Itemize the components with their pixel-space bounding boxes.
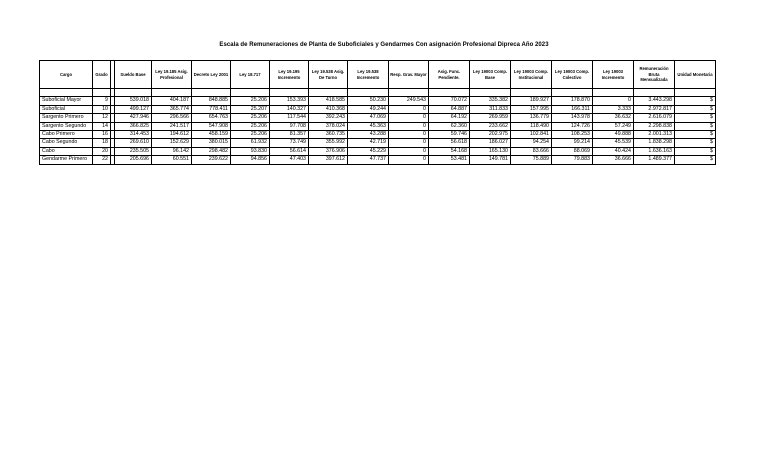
cell-ley-19538-turno: 360.735	[309, 131, 348, 139]
cell-grado: 9	[93, 97, 111, 105]
cell-ley-19185: 404.187	[152, 97, 192, 105]
remuneration-table	[39, 60, 716, 165]
cell-ley-18717: 94.856	[231, 156, 270, 164]
cell-ley-19003-institucional: 118.490	[511, 122, 552, 130]
cell-sueldo-base: 314.453	[115, 131, 152, 139]
spacer-cell	[470, 89, 511, 97]
cell-ley-19003-base: 233.662	[470, 122, 511, 130]
cell-decreto-2001: 778.411	[192, 105, 231, 113]
header-ley-19003-incremento: Ley 19003 Incremento	[593, 61, 634, 89]
table-row	[40, 122, 716, 130]
document-title: Escala de Remuneraciones de Planta de Suboficiales y Gendarmes Con asignación Profesional Dipreca Año 2023	[219, 42, 549, 48]
cell-ley-19185: 365.774	[152, 105, 192, 113]
cell-ley-19003-colectivo: 108.253	[552, 131, 593, 139]
cell-asig-func: 64.192	[429, 114, 470, 122]
cell-remuneracion-bruta: 2.001.313	[634, 131, 675, 139]
header-ley-19185: Ley 19.185 Asig. Profesional	[152, 61, 192, 89]
cell-remuneracion-bruta: 1.838.298	[634, 139, 675, 147]
cell-ley-19185: 296.566	[152, 114, 192, 122]
cell-ley-19003-incremento: 45.539	[593, 139, 634, 147]
cell-ley-19003-incremento: 0	[593, 97, 634, 105]
table-row	[40, 105, 716, 113]
cell-resp-grav: 0	[389, 139, 429, 147]
cell-ley-18717: 61.932	[231, 139, 270, 147]
cell-ley-19003-base: 149.781	[470, 156, 511, 164]
cell-ley-19195-incremento: 140.327	[270, 105, 309, 113]
cell-ley-18717: 25.206	[231, 122, 270, 130]
header-sueldo-base: Sueldo Base	[115, 61, 152, 89]
cell-ley-19003-base: 202.975	[470, 131, 511, 139]
header-ley-19195-incremento: Ley 19.195 Incremento	[270, 61, 309, 89]
header-resp-grav: Resp. Grav. Mayor	[389, 61, 429, 89]
cell-ley-19003-institucional: 75.889	[511, 156, 552, 164]
cell-cargo: Sargento Segundo	[40, 122, 93, 130]
table-row	[40, 114, 716, 122]
header-ley-19003-base: Ley 19003 Comp. Base	[470, 61, 511, 89]
cell-ley-19003-base: 335.382	[470, 97, 511, 105]
cell-unidad-monetaria: $	[675, 131, 716, 139]
table-row	[40, 97, 716, 105]
cell-ley-19195-incremento: 117.544	[270, 114, 309, 122]
cell-ley-19003-institucional: 94.254	[511, 139, 552, 147]
cell-sueldo-base: 235.505	[115, 147, 152, 155]
cell-ley-18717: 25.207	[231, 105, 270, 113]
header-ley-18717: Ley 18.717	[231, 61, 270, 89]
cell-ley-19185: 194.612	[152, 131, 192, 139]
header-ley-19003-institucional: Ley 19003 Comp. Institucional	[511, 61, 552, 89]
cell-ley-19185: 152.629	[152, 139, 192, 147]
cell-ley-18717: 25.206	[231, 97, 270, 105]
cell-ley-19003-base: 311.833	[470, 105, 511, 113]
cell-ley-19538-turno: 378.024	[309, 122, 348, 130]
cell-ley-19195-incremento: 56.614	[270, 147, 309, 155]
cell-resp-grav: 249.543	[389, 97, 429, 105]
cell-unidad-monetaria: $	[675, 114, 716, 122]
cell-grado: 20	[93, 147, 111, 155]
cell-cargo: Suboficial	[40, 105, 93, 113]
cell-grado: 16	[93, 131, 111, 139]
cell-sueldo-base: 366.825	[115, 122, 152, 130]
cell-ley-19003-colectivo: 166.311	[552, 105, 593, 113]
cell-ley-19003-institucional: 136.779	[511, 114, 552, 122]
cell-ley-19195-incremento: 73.749	[270, 139, 309, 147]
table-row	[40, 139, 716, 147]
cell-remuneracion-bruta: 1.489.377	[634, 156, 675, 164]
cell-ley-19538-turno: 418.585	[309, 97, 348, 105]
cell-ley-19003-institucional: 83.666	[511, 147, 552, 155]
spacer-cell	[93, 89, 111, 97]
cell-remuneracion-bruta: 2.298.838	[634, 122, 675, 130]
spacer-cell	[511, 89, 552, 97]
cell-unidad-monetaria: $	[675, 147, 716, 155]
cell-ley-19195-incremento: 97.708	[270, 122, 309, 130]
cell-remuneracion-bruta: 1.636.163	[634, 147, 675, 155]
cell-grado: 22	[93, 156, 111, 164]
cell-ley-18717: 25.206	[231, 114, 270, 122]
cell-asig-func: 70.072	[429, 97, 470, 105]
spacer-cell	[309, 89, 348, 97]
cell-resp-grav: 0	[389, 156, 429, 164]
cell-ley-18717: 93.830	[231, 147, 270, 155]
spacer-cell	[270, 89, 309, 97]
header-spacer-row	[40, 89, 716, 97]
header-ley-19538-incremento: Ley 19.538 Incremento	[348, 61, 389, 89]
cell-resp-grav: 0	[389, 105, 429, 113]
header-decreto-2001: Decreto Ley 2001	[192, 61, 231, 89]
spacer-cell	[634, 89, 675, 97]
cell-cargo: Cabo	[40, 147, 93, 155]
cell-ley-19003-incremento: 57.249	[593, 122, 634, 130]
cell-grado: 10	[93, 105, 111, 113]
cell-asig-func: 59.746	[429, 131, 470, 139]
cell-ley-19538-incremento: 45.363	[348, 122, 389, 130]
cell-remuneracion-bruta: 2.616.079	[634, 114, 675, 122]
cell-ley-19195-incremento: 153.393	[270, 97, 309, 105]
cell-resp-grav: 0	[389, 131, 429, 139]
cell-asig-func: 64.887	[429, 105, 470, 113]
cell-ley-19003-colectivo: 99.214	[552, 139, 593, 147]
cell-asig-func: 53.481	[429, 156, 470, 164]
cell-ley-19003-colectivo: 178.870	[552, 97, 593, 105]
header-ley-19538-turno: Ley 19.538 Asig. De Turno	[309, 61, 348, 89]
cell-unidad-monetaria: $	[675, 122, 716, 130]
cell-ley-19185: 60.551	[152, 156, 192, 164]
cell-cargo: Suboficial Mayor	[40, 97, 93, 105]
spacer-cell	[40, 89, 93, 97]
cell-sueldo-base: 427.946	[115, 114, 152, 122]
cell-unidad-monetaria: $	[675, 139, 716, 147]
table-body	[40, 89, 716, 165]
cell-ley-19185: 241.517	[152, 122, 192, 130]
cell-ley-19538-turno: 392.243	[309, 114, 348, 122]
cell-decreto-2001: 547.908	[192, 122, 231, 130]
cell-ley-19538-turno: 376.906	[309, 147, 348, 155]
spacer-cell	[593, 89, 634, 97]
cell-cargo: Cabo Segundo	[40, 139, 93, 147]
cell-ley-19003-institucional: 102.841	[511, 131, 552, 139]
cell-decreto-2001: 380.015	[192, 139, 231, 147]
cell-ley-19003-incremento: 36.632	[593, 114, 634, 122]
cell-ley-19538-incremento: 43.288	[348, 131, 389, 139]
table-row	[40, 147, 716, 155]
spacer-cell	[115, 89, 152, 97]
spacer-cell	[675, 89, 716, 97]
header-cargo: Cargo	[40, 61, 93, 89]
cell-sueldo-base: 539.018	[115, 97, 152, 105]
cell-decreto-2001: 654.763	[192, 114, 231, 122]
header-remuneracion-bruta: Remuneración Bruta Mensualizada	[634, 61, 675, 89]
spacer-cell	[192, 89, 231, 97]
cell-unidad-monetaria: $	[675, 97, 716, 105]
cell-unidad-monetaria: $	[675, 156, 716, 164]
cell-ley-19538-turno: 397.612	[309, 156, 348, 164]
cell-ley-19538-incremento: 42.719	[348, 139, 389, 147]
cell-ley-19003-incremento: 49.888	[593, 131, 634, 139]
cell-asig-func: 54.168	[429, 147, 470, 155]
spacer-cell	[552, 89, 593, 97]
cell-ley-19538-incremento: 50.230	[348, 97, 389, 105]
cell-grado: 18	[93, 139, 111, 147]
cell-decreto-2001: 848.885	[192, 97, 231, 105]
cell-ley-19003-base: 186.027	[470, 139, 511, 147]
header-unidad-monetaria: Unidad Monetaria	[675, 61, 716, 89]
cell-ley-19003-incremento: 3.333	[593, 105, 634, 113]
cell-sueldo-base: 499.127	[115, 105, 152, 113]
header-asig-func: Asig. Func. Pendiente.	[429, 61, 470, 89]
spacer-cell	[231, 89, 270, 97]
cell-resp-grav: 0	[389, 114, 429, 122]
cell-ley-19003-institucional: 157.995	[511, 105, 552, 113]
cell-ley-19195-incremento: 47.403	[270, 156, 309, 164]
cell-ley-19003-base: 269.959	[470, 114, 511, 122]
cell-remuneracion-bruta: 2.972.817	[634, 105, 675, 113]
cell-ley-19195-incremento: 81.357	[270, 131, 309, 139]
header-grado: Grado	[93, 61, 111, 89]
cell-grado: 12	[93, 114, 111, 122]
table-row	[40, 156, 716, 164]
header-row	[40, 61, 716, 89]
cell-ley-18717: 25.206	[231, 131, 270, 139]
spacer-cell	[152, 89, 192, 97]
cell-unidad-monetaria: $	[675, 105, 716, 113]
cell-decreto-2001: 458.159	[192, 131, 231, 139]
cell-ley-19003-base: 165.130	[470, 147, 511, 155]
header-ley-19003-colectivo: Ley 19003 Comp. Colectivo	[552, 61, 593, 89]
cell-ley-19003-colectivo: 143.978	[552, 114, 593, 122]
cell-ley-19003-colectivo: 124.726	[552, 122, 593, 130]
cell-ley-19003-institucional: 189.927	[511, 97, 552, 105]
table-row	[40, 131, 716, 139]
spacer-cell	[429, 89, 470, 97]
cell-decreto-2001: 298.482	[192, 147, 231, 155]
cell-ley-19003-colectivo: 88.069	[552, 147, 593, 155]
spacer-cell	[389, 89, 429, 97]
cell-asig-func: 56.618	[429, 139, 470, 147]
cell-sueldo-base: 269.610	[115, 139, 152, 147]
cell-remuneracion-bruta: 3.443.298	[634, 97, 675, 105]
cell-ley-19538-incremento: 45.229	[348, 147, 389, 155]
cell-cargo: Gendarme Primero	[40, 156, 93, 164]
cell-cargo: Cabo Primero	[40, 131, 93, 139]
cell-ley-19538-turno: 410.368	[309, 105, 348, 113]
spacer-cell	[348, 89, 389, 97]
cell-ley-19003-incremento: 40.424	[593, 147, 634, 155]
cell-ley-19003-incremento: 36.666	[593, 156, 634, 164]
cell-cargo: Sargento Primero	[40, 114, 93, 122]
cell-decreto-2001: 239.622	[192, 156, 231, 164]
cell-ley-19003-colectivo: 79.883	[552, 156, 593, 164]
cell-ley-19538-incremento: 47.069	[348, 114, 389, 122]
cell-resp-grav: 0	[389, 147, 429, 155]
cell-ley-19538-incremento: 47.737	[348, 156, 389, 164]
cell-ley-19538-turno: 355.992	[309, 139, 348, 147]
cell-asig-func: 62.360	[429, 122, 470, 130]
cell-sueldo-base: 205.696	[115, 156, 152, 164]
cell-ley-19538-incremento: 49.244	[348, 105, 389, 113]
cell-resp-grav: 0	[389, 122, 429, 130]
cell-grado: 14	[93, 122, 111, 130]
cell-ley-19185: 96.142	[152, 147, 192, 155]
